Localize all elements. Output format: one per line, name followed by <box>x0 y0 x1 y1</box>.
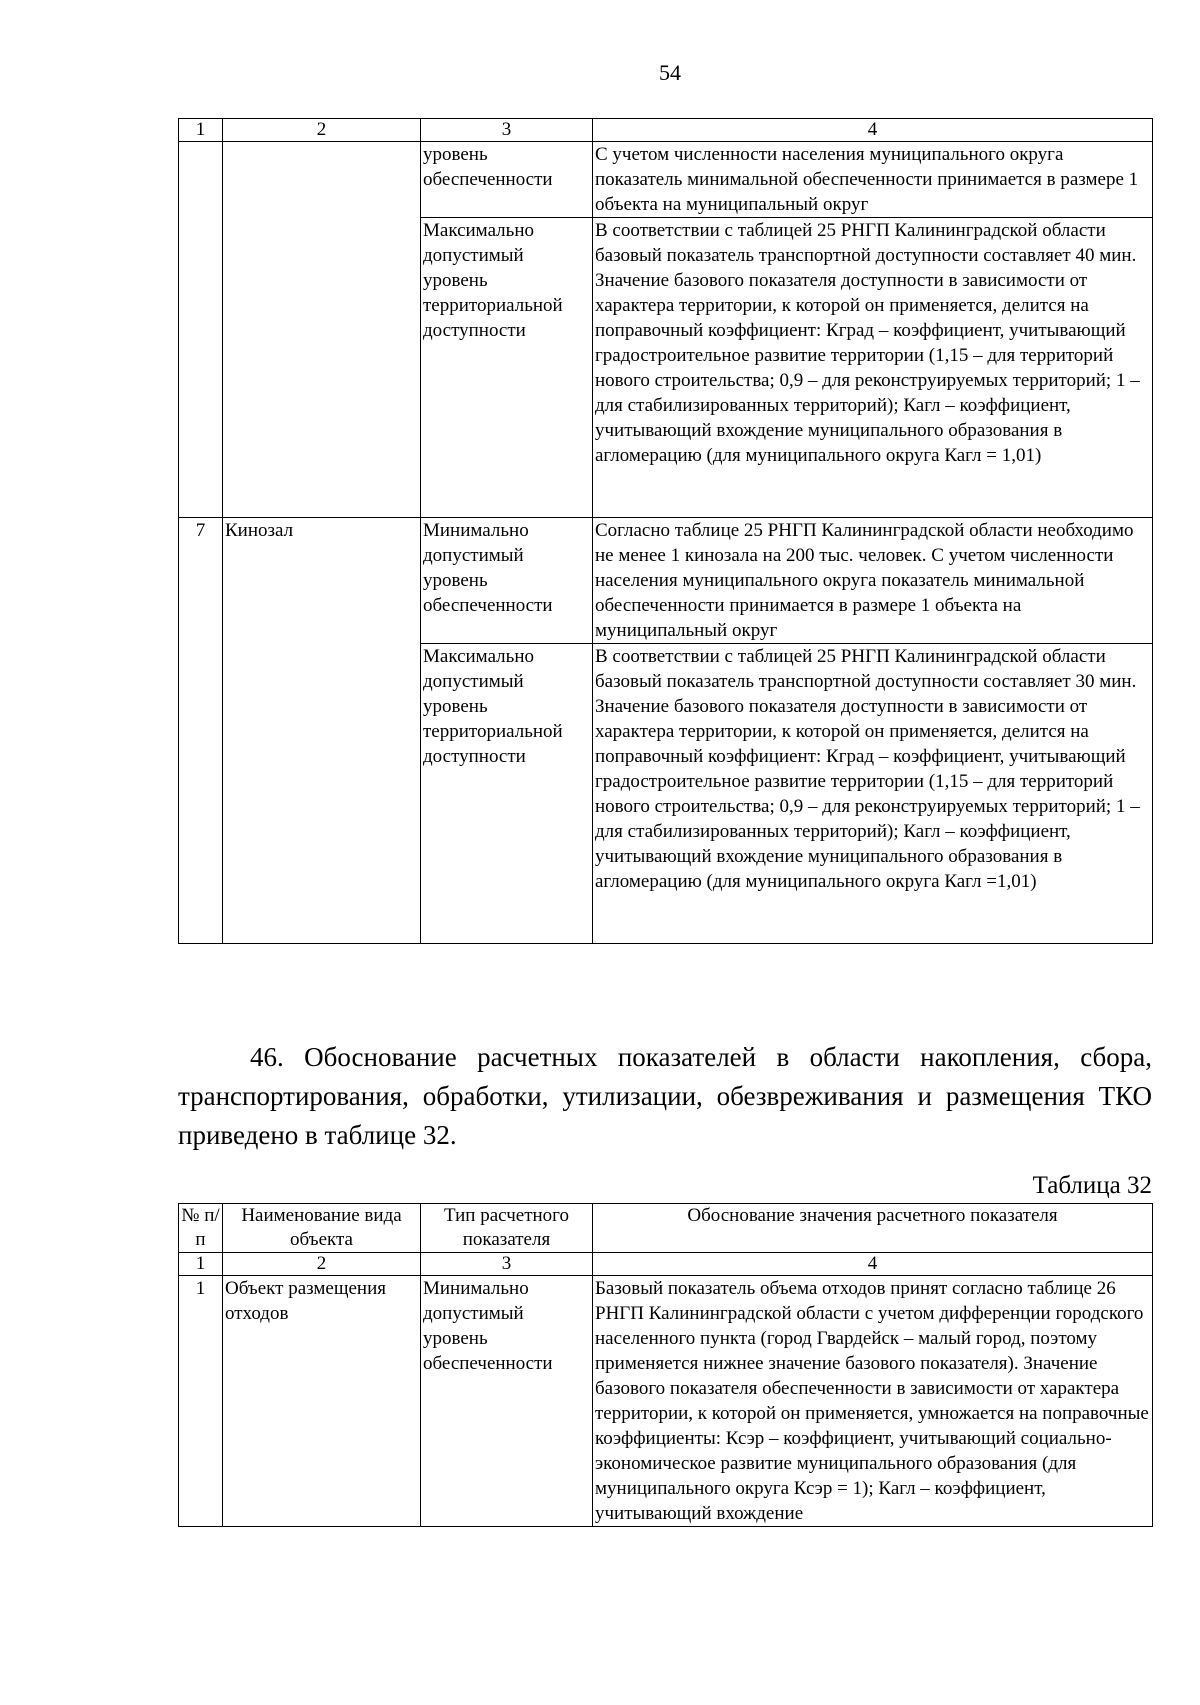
col-number: 4 <box>593 119 1153 142</box>
col-number: 1 <box>179 119 223 142</box>
header-object-name: Наименование вида объекта <box>223 1204 421 1253</box>
justification-text: Базовый показатель объема отходов принят согласно таблице 26 РНГП Калининградской области с учетом дифференции городского населенного пункта (город Гвардейск – малый город, поэтому применяется нижнее значение базового показателя). Значение базового показателя обеспеченности в зависимости от характера территории, к которой он применяется, умножается на поправочные коэффициенты: Ксэр – коэффициент, учитывающий социально-экономическое развитие муниципального образования (для муниципального округа Ксэр = 1); Кагл – коэффициент, учитывающий вхождение <box>593 1276 1153 1527</box>
col-number: 1 <box>179 1253 223 1276</box>
indicator-type: Максимально допустимый уровень территориальной доступности <box>421 644 593 944</box>
page-number: 54 <box>659 60 681 85</box>
indicator-type: уровень обеспеченности <box>421 142 593 218</box>
table-row <box>179 518 1153 644</box>
col-number: 3 <box>421 1253 593 1276</box>
column-number-row <box>179 1253 1153 1276</box>
header-justification: Обоснование значения расчетного показателя <box>593 1204 1153 1253</box>
body-paragraph: 46. Обоснование расчетных показателей в области накопления, сбора, транспортирования, обработки, утилизации, обезвреживания и размещения ТКО приведено в таблице 32. <box>178 1042 1152 1150</box>
justification-text: С учетом численности населения муниципального округа показатель минимальной обеспеченности принимается в размере 1 объекта на муниципальный округ <box>593 142 1153 218</box>
justification-text: В соответствии с таблицей 25 РНГП Калининградской области базовый показатель транспортной доступности составляет 30 мин. Значение базового показателя доступности в зависимости от характера территории, к которой он применяется, делится на поправочный коэффициент: Кград – коэффициент, учитывающий градостроительное развитие территории (1,15 – для территорий нового строительства; 0,9 – для реконструируемых территорий; 1 – для стабилизированных территорий); Кагл – коэффициент, учитывающий вхождение муниципального образования в агломерацию (для муниципального округа Кагл =1,01) <box>593 644 1153 944</box>
header-number: № п/п <box>179 1204 223 1253</box>
row-number <box>179 142 223 518</box>
table-header-row <box>179 1204 1153 1253</box>
col-number: 2 <box>223 1253 421 1276</box>
indicator-type: Минимально допустимый уровень обеспеченности <box>421 1276 593 1527</box>
object-name <box>223 142 421 518</box>
header-indicator-type: Тип расчетного показателя <box>421 1204 593 1253</box>
row-number: 7 <box>179 518 223 944</box>
table-row <box>179 1276 1153 1527</box>
indicator-type: Максимально допустимый уровень территориальной доступности <box>421 218 593 518</box>
continued-table <box>178 118 1153 944</box>
table-32 <box>178 1203 1153 1527</box>
col-number: 3 <box>421 119 593 142</box>
object-name: Объект размещения отходов <box>223 1276 421 1527</box>
object-name: Кинозал <box>223 518 421 944</box>
table-caption: Таблица 32 <box>1032 1172 1152 1199</box>
justification-text: Согласно таблице 25 РНГП Калининградской области необходимо не менее 1 кинозала на 200 тыс. человек. С учетом численности населения муниципального округа показатель минимальной обеспеченности принимается в размере 1 объекта на муниципальный округ <box>593 518 1153 644</box>
col-number: 2 <box>223 119 421 142</box>
row-number: 1 <box>179 1276 223 1527</box>
col-number: 4 <box>593 1253 1153 1276</box>
table-row <box>179 142 1153 218</box>
column-number-row <box>179 119 1153 142</box>
indicator-type: Минимально допустимый уровень обеспеченности <box>421 518 593 644</box>
justification-text: В соответствии с таблицей 25 РНГП Калининградской области базовый показатель транспортной доступности составляет 40 мин. Значение базового показателя доступности в зависимости от характера территории, к которой он применяется, делится на поправочный коэффициент: Кград – коэффициент, учитывающий градостроительное развитие территории (1,15 – для территорий нового строительства; 0,9 – для реконструируемых территорий; 1 – для стабилизированных территорий); Кагл – коэффициент, учитывающий вхождение муниципального образования в агломерацию (для муниципального округа Кагл = 1,01) <box>593 218 1153 518</box>
